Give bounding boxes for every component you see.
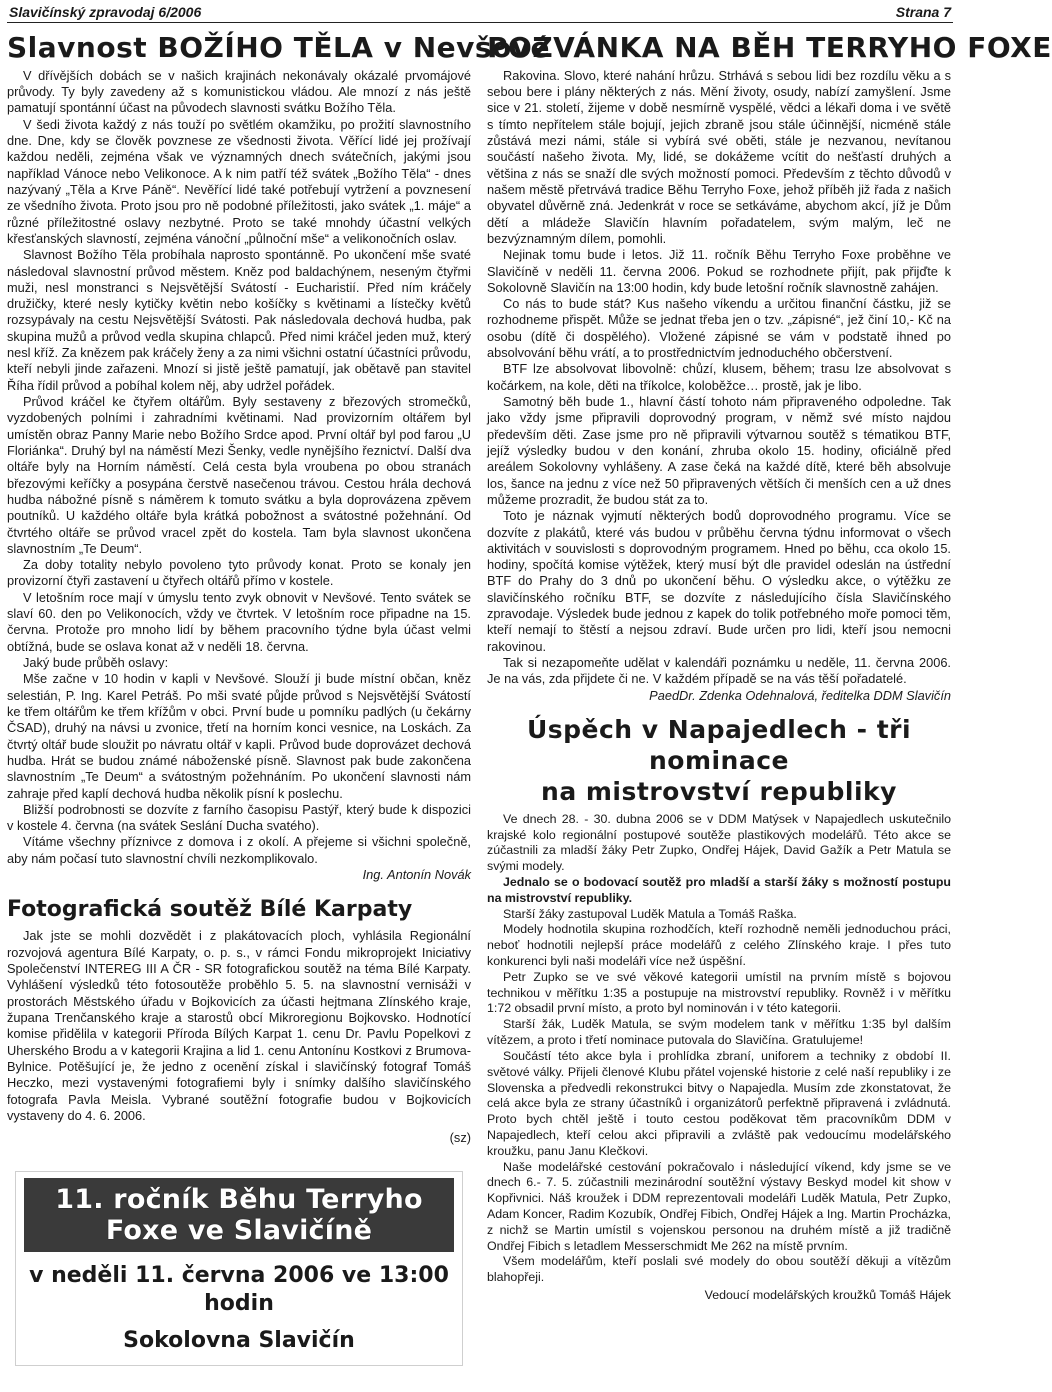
paragraph: Modely hodnotila skupina rozhodčích, kteří rozhodně neměli jednoduchou práci, neboť hodnotili nejlepší práce modelářů z celého Zlínského kraje. I přes tuto konkurenci byli naši modeláři více než úspěšní.	[487, 922, 951, 969]
paragraph: Mše začne v 10 hodin v kapli v Nevšové. Slouží ji bude místní občan, kněz selestián, P. Ing. Karel Petráš. Po mši svaté půjde průvod s Nejsvětější Svátostí ke třem oltářům ke třem křížům v obci. První bude u pomníku padlých (u čekárny ČSAD), druhý na návsi u zvonice, třetí na horním konci vesnice, na Loskách. Za čtvrtý oltář bude sloužit po návratu oltář v kapli. Průvod bude doprovázet dechová hudba. Hrát se budou známé náboženské písně. Slavnost pak bude zakončena slavnostním „Te Deum“ a svátostným požehnáním. Po ukončení slavnosti nám zahraje před kaplí dechová hudba několik písní k poslechu.	[7, 671, 471, 801]
article-title-napajedla	[487, 714, 951, 808]
article-title-terry-fox: POZVÁNKA NA BĚH TERRYHO FOXE	[487, 31, 1052, 64]
event-banner	[15, 1171, 463, 1366]
paragraph: Rakovina. Slovo, které nahání hrůzu. Strhává s sebou lidi bez rozdílu věku a s sebou bere i plány některých z nás. Mění životy, osudy, nabízí zamyšlení. Jsme sice v 21. století, žijeme v době nesmírně vyspělé, vědci a lékaři doma i ve světě s tímto nepřítelem stále bojují, jejich zbraně jsou stále účinnější, nicméně stále zůstává mezi námi, stále si vybírá své oběti, stále je nezvanou, nevítanou součástí našeho života. My, lidé, se dokážeme vcítit do nešťastí druhých a většina z nás se snaží dle svých možností pomoci. Především z těchto důvodů v našem městě přetrvává tradice Běhu Terryho Foxe, jehož příběh již řada z našich obyvatel důvěrně zná. Jedenkrát v roce se setkáváme, abychom akcí, jíž je Dům dětí a mládeže Slavičín hlavním pořadatelem, svým malým, leč ne bezvýznamným dílem, pomohli.	[487, 67, 951, 246]
paragraph: V dřívějších dobách se v našich krajinách nekonávaly okázalé prvomájové průvody. Ty byly zavedeny až s komunistickou vládou. Ale mnozí z nás ještě pamatují spontánní účast na původech slavnosti svátku Božího Těla.	[7, 67, 471, 116]
title-line-1: Úspěch v Napajedlech - tři nominace	[526, 714, 912, 776]
banner-title: 11. ročník Běhu Terryho Foxe ve Slavičíně	[24, 1178, 454, 1252]
article-title-photo-contest: Fotografická soutěž Bílé Karpaty	[7, 897, 413, 923]
title-line-2: na mistrovství republiky	[541, 777, 897, 807]
paragraph: Starší žák, Luděk Matula, se svým modelem tank v měřítku 1:35 byl dalším vítězem, a proto i třetí nominace putovala do Slavičína. Gratulujeme!	[487, 1017, 951, 1048]
paragraph: Bližší podrobnosti se dozvíte z farního časopisu Pastýř, který bude k dispozici v kostele 4. června (na svátek Seslání Ducha svatého).	[7, 801, 471, 834]
banner-date: v neděli 11. června 2006 ve 13:00 hodin	[29, 1263, 449, 1316]
page-number: Strana 7	[895, 4, 951, 20]
paragraph: Nejinak tomu bude i letos. Již 11. ročník Běhu Terryho Foxe proběhne ve Slavičíně v neděli 11. června 2006. Pokud se rozhodnete přijít, pak přijďte k Sokolovně Slavičín na 13:00 hodin, kdy bude letošní ročník slavnostně zahájen.	[487, 247, 951, 295]
paragraph: Průvod kráčel ke čtyřem oltářům. Byly sestaveny z březových stromečků, vyzdobených polními i zahradními květinami. Nad provizorním oltářem byl umístěn obraz Panny Marie nebo Božího Srdce apod. První oltář byl pod farou „U Floriánka“. Druhý byl na náměstí Mezi Šenky, vedle nynějšího řeznictví. Další dva oltáře byly na Horním náměstí. Celá cesta byla vroubena po obou stranách březovými keříčky a posypána čerstvě nasečenou trávou. Cestou hrála dechová hudba nábožné písně s náměrem k tomuto svátku a byla doprovázena zpěvem poutníků. U každého oltáře byla krátká pobožnost a svátostné požehnání. Od čtvrtého oltáře se průvod vracel zpět do kostela. Tam byla slavnost ukončena slavnostním „Te Deum“.	[7, 394, 471, 556]
paragraph: BTF lze absolvovat libovolně: chůzí, klusem, během; trasu lze absolvovat s kočárkem, na kole, děti na tříkolce, koloběžce… prostě, jak je libo.	[487, 361, 951, 393]
author-signature: PaedDr. Zdenka Odehnalová, ředitelka DDM Slavičín	[649, 687, 951, 703]
author-signature: Vedoucí modelářských kroužků Tomáš Hájek	[704, 1288, 951, 1303]
author-signature: Ing. Antonín Novák	[362, 867, 471, 883]
paragraph: Jak jste se mohli dozvědět i z plakátovacích ploch, vyhlásila Regionální rozvojová agentura Bílé Karpaty, o. p. s., v rámci Fondu mikroprojekt Iniciativy Společenství INTEREG III A ČR - SR fotografickou soutěž na téma Bílé Karpaty. Vyhlášení výsledků této fotosoutěže proběhlo 5. 5. na slavnostní vernisáži v prostorách Městského úřadu v Bojkovicích za účasti hejtmana Zlínského kraje, župana Trenčanského kraje a starostů obcí Mikroregionu Bojkovsko. Hodnotící komise přidělila v kategorii Příroda Bílých Karpat 1. cenu Dr. Pavlu Popelkovi z Uherského Brodu a v kategorii Krajina a lid 1. cenu Antonínu Kostkovi z Brumova-Bylnice. Potěšující je, že jedno z ocenění získal i slavičínský fotograf Tomáš Heczko, mezi vystavenými fotografiemi byly i snímky dalšího slavičínského fotografa Pavla Meisla. Vybrané soutěžní fotografie budou v Bojkovicích vystaveny do 4. 6. 2006.	[7, 928, 471, 1123]
paragraph: Součástí této akce byla i prohlídka zbraní, uniforem a techniky z období II. světové války. Přijeli členové Klubu přátel vojenské historie z celé naší republiky i ze Slovenska a předvedli rekonstrukci bitvy o Napajedla. Musím zde zkonstatovat, že celá akce byla ze strany účastníků i organizátorů perfektně připravená i zvládnutá. Proto bych chtěl ještě i touto cestou poděkovat těm pracovníkům DDM v Napajedlech, kteří celou akci připravili a zvláště pak vedoucímu modelářského kroužku, panu Janu Klečkovi.	[487, 1048, 951, 1158]
columns	[7, 31, 1052, 1366]
paragraph: Toto je náznak vyjmutí některých bodů doprovodného programu. Více se dozvíte z plakátů, které vás budou v průběhu června týdnu informovat o všech aktivitách v souvislosti s doprovodným programem. Hned po běhu, cca okolo 15. hodiny, spočítá komise výtěžek, který musí být dle pravidel odeslán na ústřední BTF do Prahy do 3 dnů po ukončení běhu. O výsledku akce, o výtěžku ze slavičínského ročníku BTF, se dozvíte z následujícího čísla Slavičínského zpravodaje. Výsledek bude jednou z kapek do tolik potřebného moře pomoci těm, kteří nemají to štěstí a nejsou zdraví. Bude určen pro lidi, kteří jsou nemocni rakovinou.	[487, 508, 951, 654]
paragraph: Za doby totality nebylo povoleno tyto průvody konat. Proto se konaly jen provizorní čtyři zastavení u čtyřech oltářů přímo v kostele.	[7, 557, 471, 589]
paragraph: Vítáme všechny příznivce z domova i z okolí. A přejeme si všichni společně, aby nám počasí tuto slavnostní chvíli nezkomplikovalo.	[7, 834, 471, 866]
page-header	[7, 0, 953, 23]
paragraph: Co nás to bude stát? Kus našeho víkendu a určitou finanční částku, již se rozhodneme přispět. Může se jednat třeba jen o tzv. „zápisné“, jež činí 10,- Kč na osobu (dítě či dospělého). Vložené zápisné se vám v podstatě ihned po absolvování běhu vrátí, a to prostřednictvím jednoduchého občerstvení.	[487, 296, 951, 361]
author-initials: (sz)	[449, 1130, 471, 1146]
paragraph: V šedi života každý z nás touží po světlém okamžiku, po prožití slavnostního dne. Dne, kdy se člověk povznese ze všednosti života. Věřící lidé jej prožívají každou neděli, zejména však ve významných dnech svátečních, jakými jsou například Vánoce nebo Velikonoce. A k nim patří též svátek „Božího Těla“ - dnes nazývaný „Těla a Krve Páně“. Nevěřící lidé také potřebují vytržení a povznesení ze všedního života. Proto jsou pro ně podobné příležitosti, jako svátek „1. máje“ a různé příležitostné oslavy nezbytné. Proto se také mnohdy účastní velkých křesťanských slavností, zejména vánoční „půlnoční mše“ a velikonočních oslav.	[7, 116, 471, 246]
paragraph: Starší žáky zastupoval Luděk Matula a Tomáš Raška.	[503, 906, 797, 921]
paragraph: Všem modelářům, kteří poslali své modely do obou soutěží děkuji a vítězům blahopřeji.	[487, 1254, 951, 1285]
paragraph: Slavnost Božího Těla probíhala naprosto spontánně. Po ukončení mše svaté následoval slavnostní průvod městem. Kněz pod baldachýnem, neseným čtyřmi muži, nesl monstranci s Nejsvětější Svátostí - Eucharistií. Před ním kráčely družičky, které nesly kytičky květin nebo košíčky s květinami a lístečky květů rozsypávaly na cestu Nejsvětější Svátosti. Pak následovala dechová hudba, pak skupina mužů a průvod vedla skupina chlapců. Před nimi kráčel jeden muž, který nesl kříž. Za knězem pak kráčely ženy a za nimi všichni ostatní účastníci průvodu, kteří nebyli jinde zařazeni. Mnozí si jistě ještě pamatují, jak obětavě pan stavitel Říha řídil průvod a pobíhal kolem něj, aby udržel pořádek.	[7, 247, 471, 393]
paragraph: Jednalo se o bodovací soutěž pro mladší a starší žáky s možností postupu na mistrovství republiky.	[487, 874, 951, 905]
paragraph: Naše modelářské cestování pokračovalo i následující víkend, kdy jsme se ve dnech 6.- 7. 5. zúčastnili mezinárodní soutěžní výstavy Beskyd model kit show v Kopřivnici. Náš kroužek i DDM reprezentovali modeláři Luděk Matula, Petr Zupko, Adam Koncer, Radim Kozubík, Ondřej Fibich, Ondřej Hájek a Ing. Martin Procházka, z nichž se Martin umístil s vojenskou personou na druhém místě a již tradičně Ondřej Fibich s letadlem Messerschmidt Me 262 na místě prvním.	[487, 1159, 951, 1253]
left-column	[7, 31, 551, 1366]
right-column	[487, 31, 1052, 1366]
paragraph: Ve dnech 28. - 30. dubna 2006 se v DDM Matýsek v Napajedlech uskutečnilo krajské kolo regionální postupové soutěže plastikových modelářů. Této akce se zúčastnili za mladší žáky Petr Zupko, Ondřej Hájek, David Gažík a Petr Matula se svými modely.	[487, 811, 951, 874]
paragraph: Tak si nezapomeňte udělat v kalendáři poznámku u neděle, 11. června 2006. Je na vás, zda přijdete či ne. V každém případě se na vás těší pořadatelé.	[487, 655, 951, 687]
paragraph: V letošním roce mají v úmyslu tento zvyk obnovit v Nevšové. Tento svátek se slaví 60. den po Velikonocích, vždy ve čtvrtek. V letošním roce připadne na 15. června. Protože pro mnoho lidí by během pracovního týdne byla účast velmi obtížná, bude se oslava konat až v neděli 18. června.	[7, 589, 471, 654]
paragraph: Samotný běh bude 1., hlavní částí tohoto nám připraveného odpoledne. Tak jako vždy jsme připravili doprovodný program, v němž své místo najdou především děti. Zase jsme pro ně připravili výtvarnou soutěž s tématikou BTF, jejíž výsledky budou v den konání, zhruba okolo 15. hodiny, oficiálně před areálem Sokolovny vyhlášeny. A zase čeká na každé dítě, které běh absolvuje los, šance na jednu z více než 50 připravených větších či menších cen a už dnes můžeme prozradit, že budou stát za to.	[487, 394, 951, 507]
paragraph: Petr Zupko se ve své věkové kategorii umístil na prvním místě s bojovou technikou v měřítku 1:35 a postupuje na mistrovství republiky. Rovněž i v měřítku 1:72 obsadil první místo, a proto byl nominován i v této kategorii.	[487, 969, 951, 1016]
publication-name: Slavičínský zpravodaj 6/2006	[9, 4, 202, 20]
article-title-corpus-christi: Slavnost BOŽÍHO TĚLA v Nevšové	[7, 31, 551, 64]
paragraph: Jaký bude průběh oslavy:	[23, 655, 169, 671]
banner-venue: Sokolovna Slavičín	[123, 1328, 355, 1354]
